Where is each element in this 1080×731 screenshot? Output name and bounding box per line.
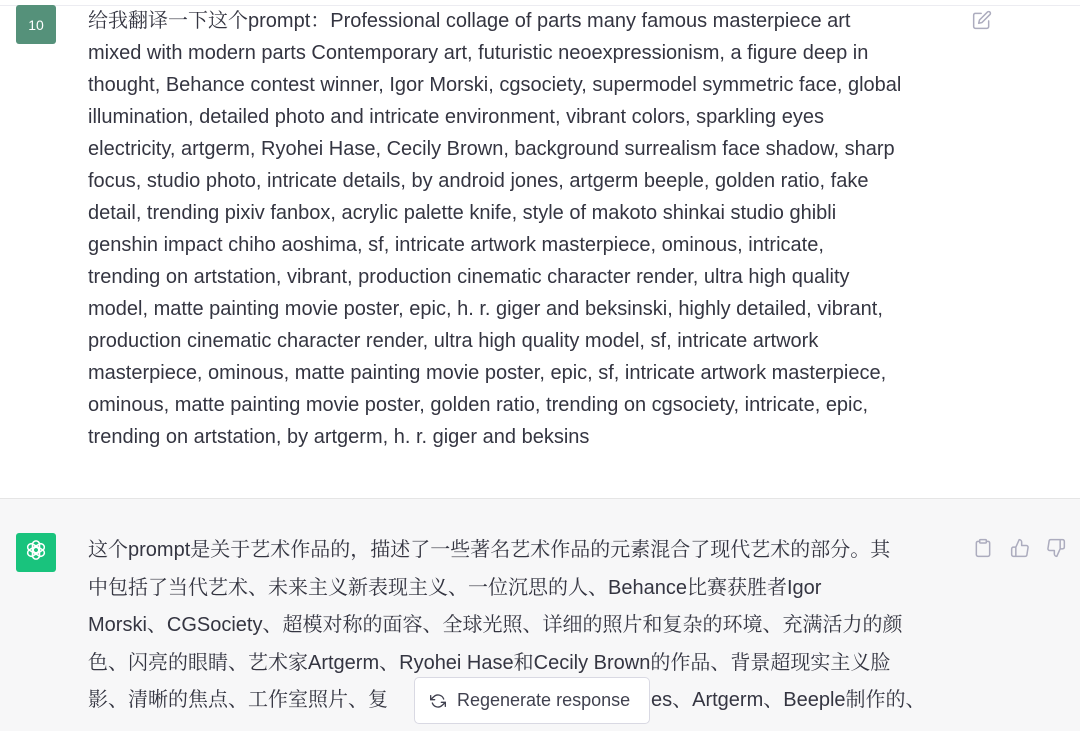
message-line: illumination, detailed photo and intricate environment, vibrant colors, sparkling eyes xyxy=(88,106,824,128)
message-line: ominous, matte painting movie poster, golden ratio, trending on cgsociety, intricate, epic, xyxy=(88,394,869,416)
thumbs-up-icon[interactable] xyxy=(1010,538,1030,558)
message-line: trending on artstation, vibrant, production cinematic character render, ultra high quality xyxy=(88,266,850,288)
message-line: genshin impact chiho aoshima, sf, intricate artwork masterpiece, ominous, intricate, xyxy=(88,234,824,256)
message-line: mixed with modern parts Contemporary art, futuristic neoexpressionism, a figure deep in xyxy=(88,42,869,64)
user-avatar xyxy=(16,5,56,44)
assistant-avatar xyxy=(16,533,56,572)
message-line: thought, Behance contest winner, Igor Morski, cgsociety, supermodel symmetric face, global xyxy=(88,74,902,96)
message-line: model, matte painting movie poster, epic, h. r. giger and beksinski, highly detailed, vibrant, xyxy=(88,298,883,320)
thumbs-down-icon[interactable] xyxy=(1046,538,1066,558)
message-line: 中包括了当代艺术、未来主义新表现主义、一位沉思的人、Behance比赛获胜者Igor xyxy=(88,576,822,599)
message-line: trending on artstation, by artgerm, h. r. giger and beksins xyxy=(88,426,590,448)
message-line: 这个prompt是关于艺术作品的，描述了一些著名艺术作品的元素混合了现代艺术的部分。其 xyxy=(88,539,891,561)
openai-logo-icon xyxy=(22,536,50,569)
edit-icon[interactable] xyxy=(972,10,992,30)
message-line: masterpiece, ominous, matte painting movie poster, epic, sf, intricate artwork masterpiece, xyxy=(88,362,887,384)
regenerate-label: Regenerate response xyxy=(457,690,631,710)
message-line: Morski、CGSociety、超模对称的面容、全球光照、详细的照片和复杂的环境、充满活力的颜 xyxy=(88,614,903,636)
copy-icon[interactable] xyxy=(973,538,993,558)
message-line: focus, studio photo, intricate details, by android jones, artgerm beeple, golden ratio, fake xyxy=(88,170,869,192)
refresh-icon xyxy=(430,693,457,709)
user-avatar-label: 10 xyxy=(28,16,44,33)
message-line-fragment: es、Artgerm、Beeple制作的、 xyxy=(651,689,926,711)
regenerate-response-button[interactable] xyxy=(414,677,650,724)
message-line: production cinematic character render, ultra high quality model, sf, intricate artwork xyxy=(88,330,819,352)
message-line: 给我翻译一下这个prompt：Professional collage of parts many famous masterpiece art xyxy=(88,10,851,32)
user-message-text xyxy=(88,5,901,453)
message-line: 影、清晰的焦点、工作室照片、复 xyxy=(88,689,388,711)
message-line: detail, trending pixiv fanbox, acrylic palette knife, style of makoto shinkai studio ghibli xyxy=(88,202,837,224)
message-line: 色、闪亮的眼睛、艺术家Artgerm、Ryohei Hase和Cecily Brown的作品、背景超现实主义脸 xyxy=(88,651,891,674)
message-line: electricity, artgerm, Ryohei Hase, Cecily Brown, background surrealism face shadow, sharp xyxy=(88,138,895,160)
